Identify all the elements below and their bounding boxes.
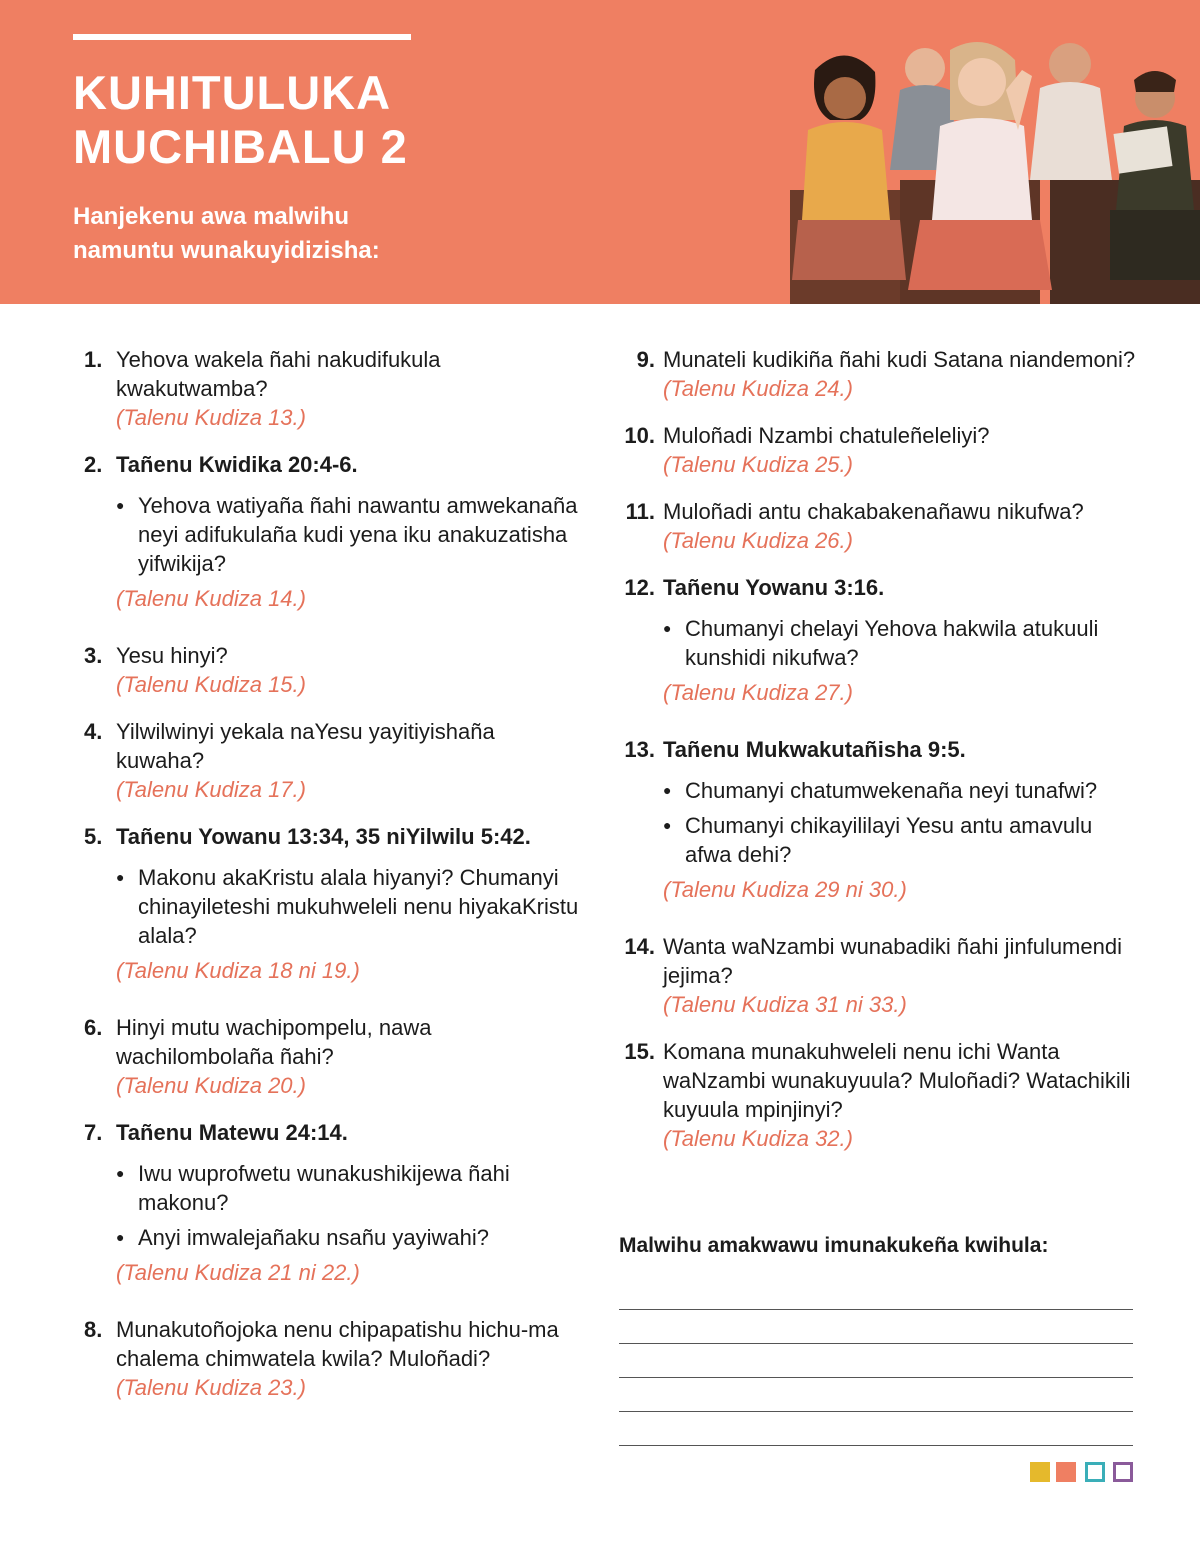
header-rule	[73, 34, 411, 40]
reference-text: (Talenu Kudiza 26.)	[663, 528, 853, 553]
question-number: 5.	[84, 824, 103, 849]
bullet-item: ● Makonu akaKristu alala hiyanyi? Chumanyi chinayileteshi mukuhweleli nenu hiyakaKristu alala?	[116, 863, 584, 950]
bullet-item: ● Chumanyi chikayililayi Yesu antu amavulu afwa dehi?	[663, 811, 1139, 869]
question-text: Muloñadi Nzambi chatuleñeleliyi?	[663, 423, 990, 448]
bullet-item: ● Yehova watiyaña ñahi nawantu amwekanaña neyi adifukulaña kudi yena iku anakuzatisha yifwikija?	[116, 491, 584, 578]
question-1	[84, 345, 584, 432]
title-line-2: MUCHIBALU 2	[73, 120, 408, 173]
question-text: Yilwilwinyi yekala naYesu yayitiyishaña kuwaha?	[116, 719, 495, 773]
question-4	[84, 717, 584, 804]
reference-text: (Talenu Kudiza 18 ni 19.)	[116, 958, 360, 983]
reference-text: (Talenu Kudiza 29 ni 30.)	[663, 877, 907, 902]
question-text: Munateli kudikiña ñahi kudi Satana niandemoni?	[663, 347, 1136, 372]
bullet-list	[116, 863, 584, 950]
people-illustration	[760, 30, 1200, 304]
question-15	[619, 1037, 1139, 1153]
header-band	[0, 0, 1200, 304]
coral-square	[1056, 1462, 1076, 1482]
questions-column-left	[84, 345, 584, 1420]
notes-label: Malwihu amakwawu imunakukeña kwihula:	[619, 1234, 1049, 1257]
question-text: Wanta waNzambi wunabadiki ñahi jinfulumendi jejima?	[663, 934, 1122, 988]
reference-text: (Talenu Kudiza 25.)	[663, 452, 853, 477]
question-11	[619, 497, 1139, 555]
note-line[interactable]	[619, 1344, 1133, 1378]
question-2	[84, 450, 584, 613]
question-number: 10.	[624, 423, 655, 448]
bullet-item: ● Iwu wuprofwetu wunakushikijewa ñahi makonu?	[116, 1159, 584, 1217]
bullet-item: ● Chumanyi chelayi Yehova hakwila atukuuli kunshidi nikufwa?	[663, 614, 1139, 672]
bullet-item: ● Anyi imwalejañaku nsañu yayiwahi?	[116, 1223, 584, 1252]
reference-text: (Talenu Kudiza 17.)	[116, 777, 306, 802]
bullet-list	[663, 614, 1139, 672]
reference-text: (Talenu Kudiza 13.)	[116, 405, 306, 430]
question-10	[619, 421, 1139, 479]
question-text: Hinyi mutu wachipompelu, nawa wachilombolaña ñahi?	[116, 1015, 432, 1069]
question-14	[619, 932, 1139, 1019]
question-number: 2.	[84, 452, 103, 477]
question-6	[84, 1013, 584, 1100]
question-9	[619, 345, 1139, 403]
page-title	[73, 66, 408, 174]
question-number: 13.	[624, 737, 655, 762]
question-text: Tañenu Yowanu 3:16.	[663, 575, 885, 600]
bullet-list	[116, 491, 584, 578]
question-text: Muloñadi antu chakabakenañawu nikufwa?	[663, 499, 1084, 524]
reference-text: (Talenu Kudiza 24.)	[663, 376, 853, 401]
yellow-square	[1030, 1462, 1050, 1482]
questions-column-right	[619, 345, 1139, 1171]
question-5	[84, 822, 584, 985]
reference-text: (Talenu Kudiza 20.)	[116, 1073, 306, 1098]
question-number: 14.	[624, 934, 655, 959]
page-subtitle: Hanjekenu awa malwihu namuntu wunakuyidizisha:	[73, 203, 380, 264]
question-number: 3.	[84, 643, 103, 668]
question-number: 8.	[84, 1317, 103, 1342]
bullet-list	[663, 776, 1139, 869]
question-text: Yesu hinyi?	[116, 643, 228, 668]
purple-square	[1113, 1462, 1133, 1482]
question-number: 15.	[624, 1039, 655, 1064]
note-line[interactable]	[619, 1378, 1133, 1412]
question-8	[84, 1315, 584, 1402]
question-text: Yehova wakela ñahi nakudifukula kwakutwamba?	[116, 347, 441, 401]
bullet-item: ● Chumanyi chatumwekenaña neyi tunafwi?	[663, 776, 1139, 805]
reference-text: (Talenu Kudiza 21 ni 22.)	[116, 1260, 360, 1285]
question-text: Munakutoñojoka nenu chipapatishu hichu-ma chalema chimwatela kwila? Muloñadi?	[116, 1317, 559, 1371]
reference-text: (Talenu Kudiza 32.)	[663, 1126, 853, 1151]
question-number: 12.	[624, 575, 655, 600]
bullet-list	[116, 1159, 584, 1252]
question-text: Tañenu Matewu 24:14.	[116, 1120, 348, 1145]
question-3	[84, 641, 584, 699]
question-text: Tañenu Mukwakutañisha 9:5.	[663, 737, 966, 762]
note-line[interactable]	[619, 1412, 1133, 1446]
question-12	[619, 573, 1139, 707]
question-text: Tañenu Kwidika 20:4-6.	[116, 452, 358, 477]
note-line[interactable]	[619, 1276, 1133, 1310]
question-number: 4.	[84, 719, 103, 744]
question-number: 1.	[84, 347, 103, 372]
reference-text: (Talenu Kudiza 23.)	[116, 1375, 306, 1400]
question-number: 6.	[84, 1015, 103, 1040]
question-7	[84, 1118, 584, 1287]
reference-text: (Talenu Kudiza 31 ni 33.)	[663, 992, 907, 1017]
teal-square	[1085, 1462, 1105, 1482]
note-line[interactable]	[619, 1310, 1133, 1344]
question-number: 7.	[84, 1120, 103, 1145]
reference-text: (Talenu Kudiza 27.)	[663, 680, 853, 705]
reference-text: (Talenu Kudiza 14.)	[116, 586, 306, 611]
question-text: Komana munakuhweleli nenu ichi Wanta waNzambi wunakuyuula? Muloñadi? Watachikili kuyuula mpinjinyi?	[663, 1039, 1131, 1122]
question-13	[619, 735, 1139, 904]
reference-text: (Talenu Kudiza 15.)	[116, 672, 306, 697]
title-line-1: KUHITULUKA	[73, 66, 392, 119]
question-text: Tañenu Yowanu 13:34, 35 niYilwilu 5:42.	[116, 824, 531, 849]
question-number: 9.	[636, 347, 655, 372]
notes-section	[619, 1232, 1133, 1446]
question-number: 11.	[625, 499, 655, 524]
